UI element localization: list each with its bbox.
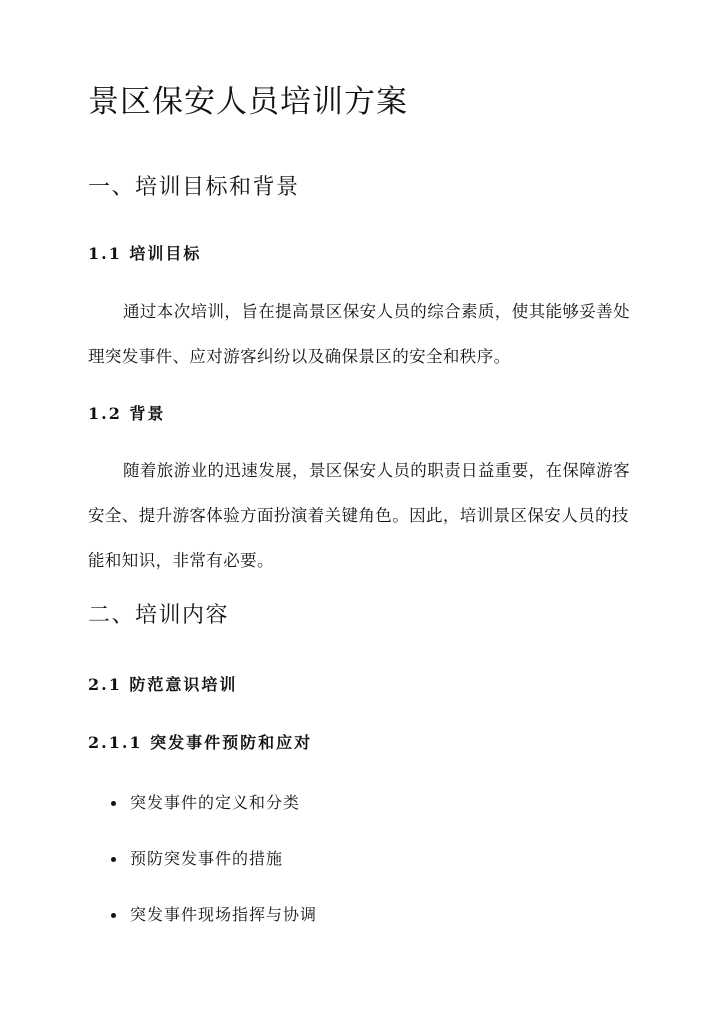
bullet-dot-icon [111, 857, 116, 862]
section-heading-1: 一、培训目标和背景 [88, 175, 300, 200]
subsection-heading-1-2: 1.2 背景 [88, 404, 166, 423]
list-item [88, 788, 317, 844]
list-item-text: 突发事件现场指挥与协调 [130, 905, 318, 924]
paragraph-background: 随着旅游业的迅速发展，景区保安人员的职责日益重要，在保障游客安全、提升游客体验方面扮演着关键角色。因此，培训景区保安人员的技能和知识，非常有必要。 [88, 461, 630, 570]
list-item-text: 预防突发事件的措施 [130, 849, 284, 868]
bullet-dot-icon [111, 801, 116, 806]
list-item-text: 突发事件的定义和分类 [130, 793, 301, 812]
list-item [88, 900, 317, 956]
subsection-heading-2-1: 2.1 防范意识培训 [88, 675, 238, 694]
page-title: 景区保安人员培训方案 [88, 84, 408, 120]
section-heading-2: 二、培训内容 [88, 603, 230, 628]
subsection-heading-2-1-1: 2.1.1 突发事件预防和应对 [88, 733, 313, 752]
bullet-dot-icon [111, 913, 116, 918]
bullet-list [88, 788, 317, 956]
list-item [88, 844, 317, 900]
subsection-heading-1-1: 1.1 培训目标 [88, 244, 202, 263]
paragraph-goal: 通过本次培训，旨在提高景区保安人员的综合素质，使其能够妥善处理突发事件、应对游客纠纷以及确保景区的安全和秩序。 [88, 302, 630, 366]
